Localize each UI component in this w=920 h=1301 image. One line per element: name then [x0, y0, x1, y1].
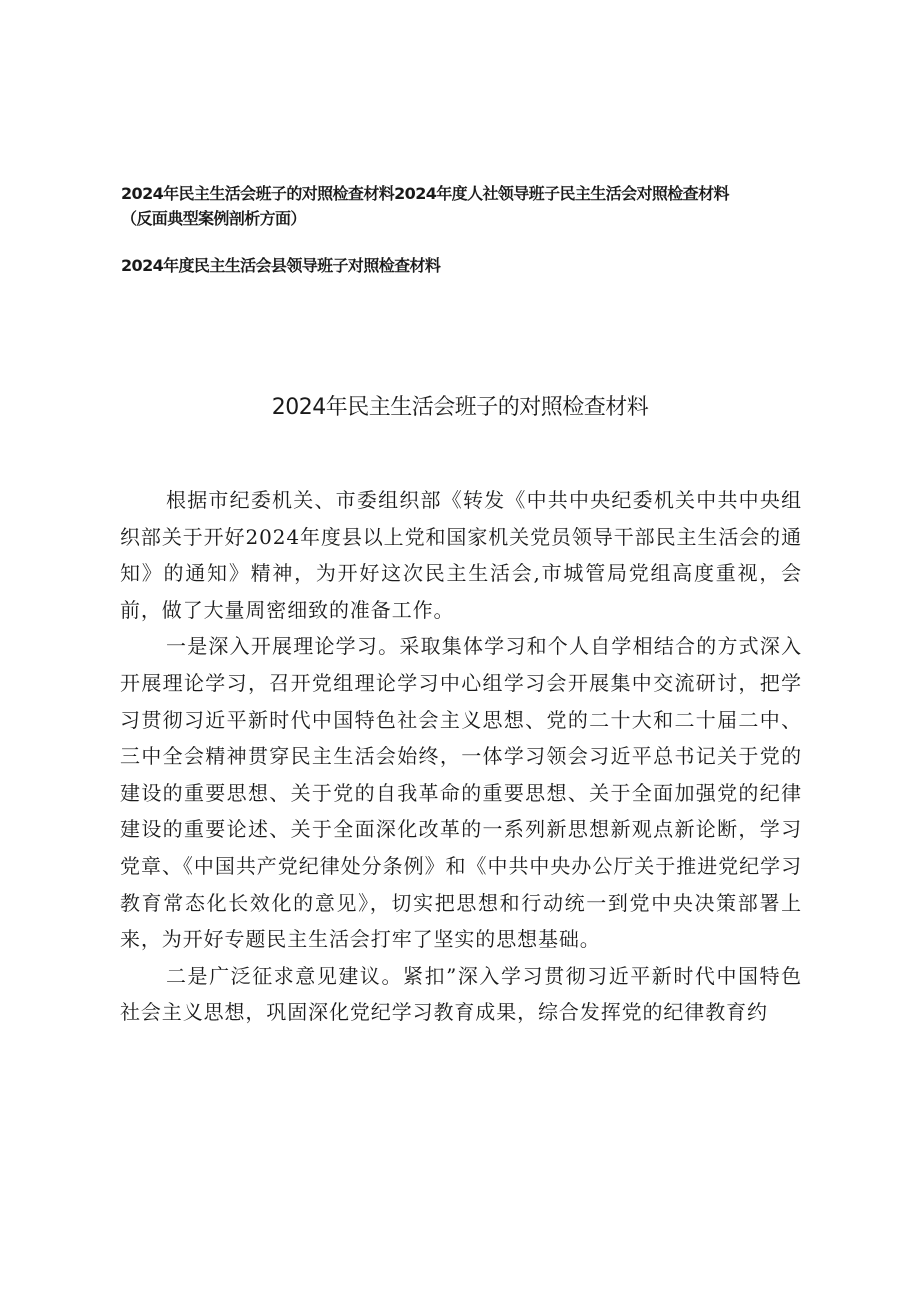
document-body: [120, 482, 802, 1031]
related-doc-subtitle: （反面典型案例剖析方面）: [121, 209, 306, 228]
document-title: 2024年民主生活会班子的对照检查材料: [271, 395, 649, 420]
related-doc-title-1: 2024年民主生活会班子的对照检查材料2024年度人社领导班子民主生活会对照检查材料: [121, 184, 729, 203]
related-doc-title-2: 2024年度民主生活会县领导班子对照检查材料: [121, 256, 441, 275]
paragraph-solicit-opinions: 二是广泛征求意见建议。紧扣”深入学习贯彻习近平新时代中国特色社会主义思想，巩固深化党纪学习教育成果，综合发挥党的纪律教育约: [120, 963, 802, 1025]
related-documents-list: [121, 181, 801, 278]
paragraph-theory-study: 一是深入开展理论学习。采取集体学习和个人自学相结合的方式深入开展理论学习，召开党组理论学习中心组学习会开展集中交流研讨，把学习贯彻习近平新时代中国特色社会主义思想、党的二十大和二十届二中、三中全会精神贯穿民主生活会始终，一体学习领会习近平总书记关于党的建设的重要思想、关于党的自我革命的重要思想、关于全面加强党的纪律建设的重要论述、关于全面深化改革的一系列新思想新观点新论断，学习党章、《中国共产党纪律处分条例》和《中共中央办公厅关于推进党纪学习教育常态化长效化的意见》，切实把思想和行动统一到党中央决策部署上来，为开好专题民主生活会打牢了坚实的思想基础。: [120, 634, 802, 952]
paragraph-intro: 根据市纪委机关、市委组织部《转发《中共中央纪委机关中共中央组织部关于开好2024年度县以上党和国家机关党员领导干部民主生活会的通知》的通知》精神，为开好这次民主生活会,市城管局党组高度重视，会前，做了大量周密细致的准备工作。: [120, 488, 802, 622]
